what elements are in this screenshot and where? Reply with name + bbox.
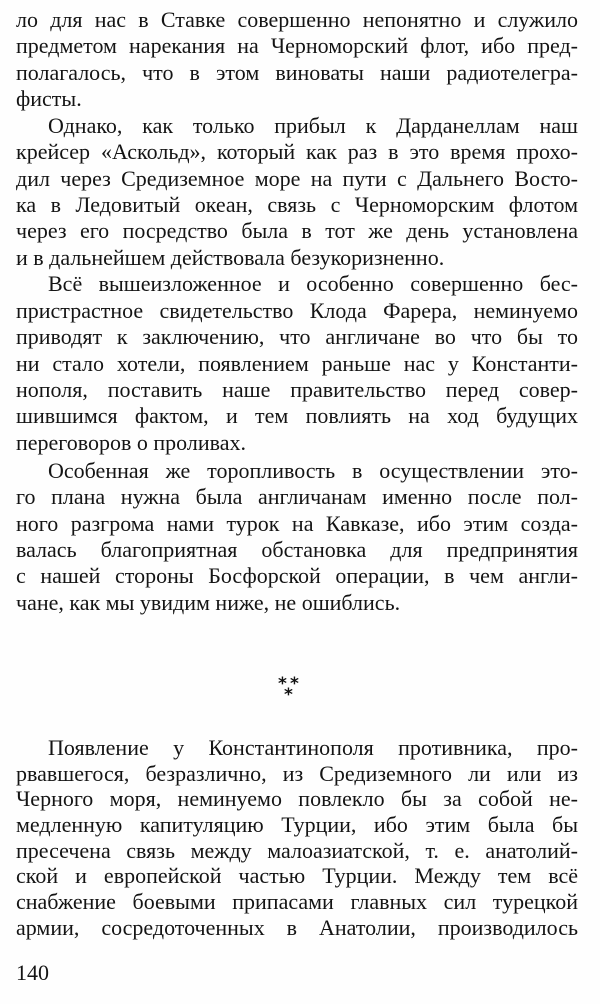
text-line: шившимся фактом, и тем повлиять на ход будущих	[16, 403, 578, 428]
text-line: пристрастное свидетельство Клода Фарера, неминуемо	[16, 298, 578, 323]
text-line: валась благоприятная обстановка для предпринятия	[16, 537, 578, 562]
text-line: через его посредство была в тот же день установлена	[16, 218, 578, 243]
paragraph-start-line: Однако, как только прибыл к Дарданеллам наш	[48, 113, 578, 138]
text-line: Черного моря, неминуемо повлекло бы за собой не-	[16, 786, 578, 811]
text-line: фисты.	[16, 86, 82, 111]
text-line: ного разгрома нами турок на Кавказе, ибо этим созда-	[16, 511, 578, 536]
text-line: и в дальнейшем действовала безукоризненно.	[16, 245, 445, 270]
text-line: крейсер «Аскольд», который как раз в это время прохо-	[16, 139, 578, 164]
asterisk-icon: *	[278, 674, 287, 694]
text-line: снабжение боевыми припасами главных сил турецкой	[16, 889, 578, 914]
asterisk-icon: *	[290, 674, 299, 694]
text-line: дил через Средиземное море на пути с Дальнего Восто-	[16, 166, 578, 191]
text-line: предметом нарекания на Черноморский флот, ибо пред-	[16, 33, 578, 58]
text-line: с нашей стороны Босфорской операции, в чем англи-	[16, 563, 578, 588]
page-number: 140	[16, 960, 49, 985]
paragraph-start-line: Всё вышеизложенное и особенно совершенно бес-	[48, 271, 578, 296]
text-line: полагалось, что в этом виноваты наши радиотелегра-	[16, 60, 578, 85]
text-line: нополя, поставить наше правительство перед совер-	[16, 377, 578, 402]
text-line: ни стало хотели, появлением раньше нас у Константи-	[16, 351, 578, 376]
text-line: ло для нас в Ставке совершенно непонятно и служило	[16, 7, 578, 32]
text-line: армии, сосредоточенных в Анатолии, производилось	[16, 915, 578, 940]
text-line: медленную капитуляцию Турции, ибо этим была бы	[16, 812, 578, 837]
asterisk-icon: *	[284, 685, 293, 705]
paragraph-start-line: Появление у Константинополя противника, про-	[48, 735, 578, 760]
text-line: ка в Ледовитый океан, связь с Черноморским флотом	[16, 192, 578, 217]
text-line: чане, как мы увидим ниже, не ошиблись.	[16, 590, 401, 615]
text-line: переговоров о проливах.	[16, 430, 247, 455]
paragraph-start-line: Особенная же торопливость в осуществлении это-	[48, 458, 578, 483]
text-line: рвавшегося, безразлично, из Средиземного ли или из	[16, 761, 578, 786]
text-line: приводят к заключению, что англичане во что бы то	[16, 324, 578, 349]
text-line: ской и европейской частью Турции. Между тем всё	[16, 863, 578, 888]
text-line: пресечена связь между малоазиатской, т. е. анатолий-	[16, 838, 578, 863]
text-line: го плана нужна была англичанам именно после пол-	[16, 484, 578, 509]
section-separator-asterisks	[278, 670, 318, 710]
